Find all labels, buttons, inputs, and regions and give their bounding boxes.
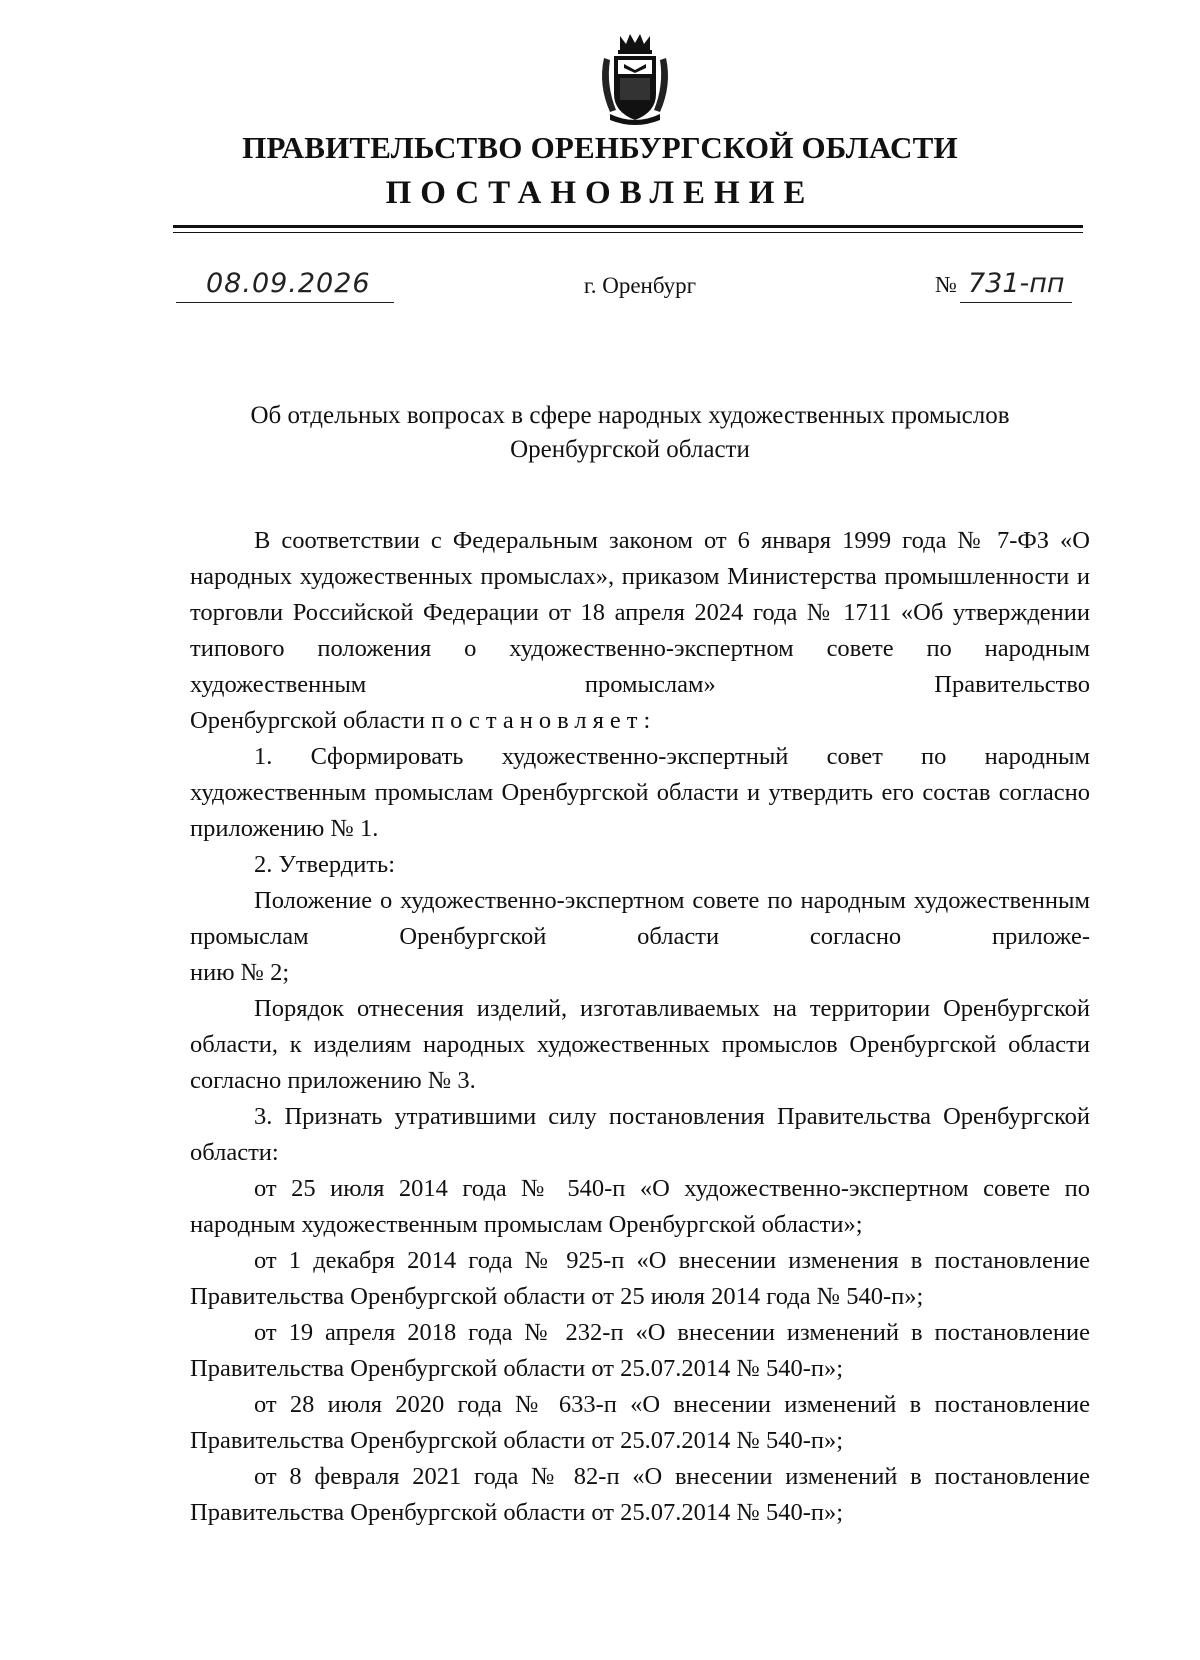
number-underline	[960, 302, 1072, 303]
subject-line-1: Об отдельных вопросах в сфере народных художественных промыслов	[250, 402, 1010, 429]
item-2b-paragraph: Порядок отнесения изделий, изготавливаемых на территории Оренбургской области, к изделиям народных художественных промыслов Оренбургской области согласно приложению № 3.	[190, 995, 1090, 1094]
subject-line-2: Оренбургской области	[510, 436, 750, 463]
item-1-paragraph: 1. Сформировать художественно-экспертный совет по народным художественным промыслам Оренбургской области и утвердить его состав согласно приложению № 1.	[190, 743, 1090, 842]
preamble-paragraph: В соответствии с Федеральным законом от 6 января 1999 года № 7-ФЗ «О народных художественных промыслах», приказом Министерства промышленности и торговли Российской Федерации от 18 апреля 2024 года № 1711 «Об утверждении типового положения о художественно-экспертном совете по народным художественным промыслам» Правительство	[190, 527, 1090, 698]
repealed-item: от 19 апреля 2018 года № 232-п «О внесении изменений в постановление Правительства Оренбургской области от 25.07.2014 № 540-п»;	[190, 1319, 1090, 1382]
repealed-item: от 8 февраля 2021 года № 82-п «О внесении изменений в постановление Правительства Оренбургской области от 25.07.2014 № 540-п»;	[190, 1463, 1090, 1526]
item-2a-paragraph: Положение о художественно-экспертном совете по народным художественным промыслам Оренбургской области согласно приложе-	[190, 887, 1090, 950]
header-divider-thin	[173, 232, 1083, 233]
resolves-word: постановляет:	[431, 707, 657, 734]
preamble-authority: Оренбургской области	[190, 707, 425, 734]
repealed-item: от 25 июля 2014 года № 540-п «О художественно-экспертном совете по народным художественным промыслам Оренбургской области»;	[190, 1175, 1090, 1238]
document-body	[190, 523, 1090, 1531]
date-underline	[176, 302, 394, 303]
document-number: 731-пп	[968, 268, 1065, 299]
preamble-closing	[190, 703, 1090, 739]
header-divider-thick	[173, 225, 1083, 228]
document-city: г. Оренбург	[583, 273, 697, 298]
document-subject	[170, 399, 1090, 467]
organization-title: ПРАВИТЕЛЬСТВО ОРЕНБУРГСКОЙ ОБЛАСТИ	[242, 130, 958, 165]
document-date: 08.09.2026	[206, 268, 371, 299]
number-label: №	[935, 272, 957, 297]
item-2a-paragraph-end: нию № 2;	[190, 959, 290, 986]
item-2-paragraph: 2. Утвердить:	[254, 851, 396, 878]
repealed-item: от 28 июля 2020 года № 633-п «О внесении изменений в постановление Правительства Оренбургской области от 25.07.2014 № 540-п»;	[190, 1391, 1090, 1454]
repealed-item: от 1 декабря 2014 года № 925-п «О внесении изменения в постановление Правительства Оренбургской области от 25 июля 2014 года № 540-п»;	[190, 1247, 1090, 1310]
document-type-title: ПОСТАНОВЛЕНИЕ	[385, 175, 815, 211]
item-3-paragraph: 3. Признать утратившими силу постановления Правительства Оренбургской области:	[190, 1103, 1090, 1166]
coat-of-arms-icon	[596, 30, 674, 126]
